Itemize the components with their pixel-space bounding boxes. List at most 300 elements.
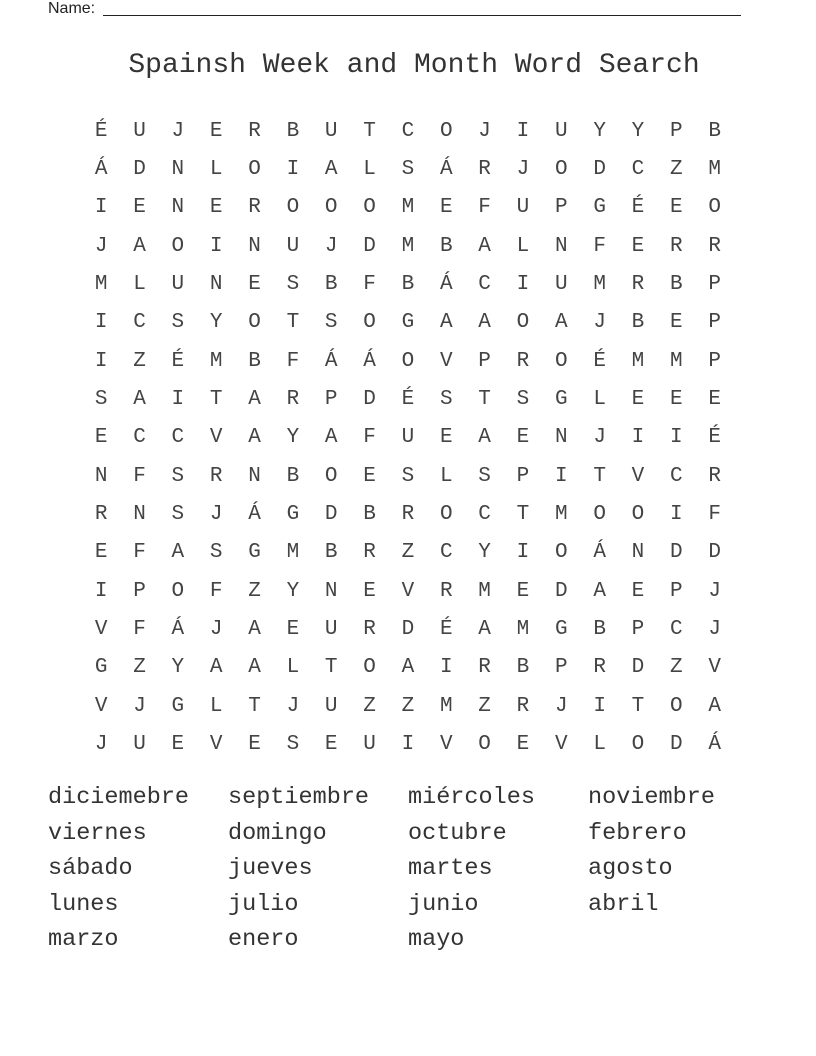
grid-letter: I	[94, 311, 108, 335]
grid-letter: S	[286, 273, 300, 297]
grid-letter: A	[324, 158, 338, 182]
grid-letter: V	[708, 656, 721, 680]
grid-letter: R	[363, 618, 376, 642]
grid-letter: L	[593, 388, 606, 412]
grid-letter: O	[324, 196, 338, 220]
grid-letter: F	[133, 541, 146, 565]
grid-row	[82, 457, 734, 495]
grid-letter: R	[209, 464, 223, 488]
grid-letter: U	[133, 733, 146, 757]
word-list-item: febrero	[588, 819, 687, 847]
grid-letter: D	[324, 503, 338, 527]
grid-letter: O	[401, 349, 415, 373]
grid-letter: B	[286, 464, 300, 488]
grid-letter: U	[516, 196, 530, 220]
word-list-item: septiembre	[228, 784, 370, 811]
grid-letter: B	[516, 656, 530, 680]
grid-letter: U	[363, 733, 376, 757]
grid-letter: O	[324, 464, 338, 488]
grid-letter: S	[439, 388, 453, 412]
grid-letter: T	[324, 656, 338, 680]
grid-letter: Á	[363, 349, 376, 373]
grid-letter: B	[593, 618, 606, 642]
grid-row	[82, 610, 734, 648]
grid-letter: D	[554, 579, 568, 603]
grid-letter: O	[554, 349, 568, 373]
grid-letter: Z	[133, 656, 146, 680]
grid-letter: S	[478, 464, 491, 488]
grid-letter: R	[670, 234, 683, 258]
grid-letter: U	[286, 234, 300, 258]
grid-letter: L	[516, 234, 530, 258]
word-list-item: lunes	[48, 890, 119, 918]
grid-letter: O	[171, 234, 185, 258]
grid-letter: S	[401, 158, 415, 182]
grid-letter: E	[516, 733, 530, 757]
grid-letter: B	[670, 273, 683, 297]
grid-letter: G	[401, 311, 415, 335]
grid-letter: S	[171, 311, 185, 335]
grid-letter: E	[324, 733, 338, 757]
grid-letter: J	[209, 618, 223, 642]
grid-letter: U	[324, 694, 338, 718]
grid-letter: U	[554, 119, 568, 143]
grid-letter: O	[248, 311, 261, 335]
letter-grid	[82, 112, 734, 764]
grid-letter: J	[593, 426, 606, 450]
grid-row	[82, 112, 734, 150]
grid-letter: L	[363, 158, 376, 182]
word-list-item: sábado	[48, 855, 133, 883]
grid-letter: J	[593, 311, 606, 335]
grid-letter: M	[401, 234, 415, 258]
grid-letter: O	[708, 196, 721, 220]
grid-letter: F	[363, 426, 376, 450]
grid-letter: I	[516, 119, 530, 143]
grid-letter: A	[324, 426, 338, 450]
grid-letter: L	[286, 656, 300, 680]
grid-letter: O	[248, 158, 261, 182]
grid-letter: É	[439, 618, 453, 642]
grid-letter: F	[133, 464, 146, 488]
grid-letter: Á	[248, 503, 261, 527]
grid-letter: G	[554, 618, 568, 642]
grid-letter: F	[363, 273, 376, 297]
grid-letter: F	[286, 349, 300, 373]
grid-row	[82, 265, 734, 303]
grid-letter: E	[248, 733, 261, 757]
grid-row	[82, 419, 734, 457]
grid-letter: I	[439, 656, 453, 680]
grid-letter: J	[133, 694, 146, 718]
grid-row	[82, 687, 734, 725]
grid-letter: N	[171, 196, 185, 220]
grid-letter: A	[478, 426, 491, 450]
grid-letter: Á	[439, 158, 453, 182]
grid-letter: N	[631, 541, 645, 565]
grid-letter: B	[324, 541, 338, 565]
grid-letter: S	[209, 541, 223, 565]
grid-letter: F	[708, 503, 721, 527]
grid-letter: É	[94, 119, 108, 143]
grid-letter: A	[593, 579, 606, 603]
grid-letter: J	[516, 158, 530, 182]
grid-letter: R	[516, 694, 530, 718]
grid-letter: A	[248, 388, 261, 412]
grid-letter: Á	[324, 349, 338, 373]
grid-letter: T	[363, 119, 376, 143]
grid-letter: E	[94, 426, 108, 450]
grid-letter: B	[286, 119, 300, 143]
grid-letter: U	[554, 273, 568, 297]
grid-letter: I	[209, 234, 223, 258]
grid-letter: Z	[670, 158, 683, 182]
grid-letter: G	[593, 196, 606, 220]
grid-letter: J	[94, 234, 108, 258]
grid-letter: E	[631, 234, 645, 258]
grid-letter: A	[478, 311, 491, 335]
grid-letter: I	[401, 733, 415, 757]
word-list-item: domingo	[228, 819, 327, 847]
grid-letter: F	[478, 196, 491, 220]
grid-letter: S	[324, 311, 338, 335]
grid-letter: Y	[171, 656, 185, 680]
grid-letter: Á	[593, 541, 606, 565]
grid-letter: D	[670, 541, 683, 565]
grid-letter: A	[248, 426, 261, 450]
grid-letter: É	[401, 388, 415, 412]
grid-letter: Á	[171, 618, 185, 642]
grid-letter: V	[94, 694, 108, 718]
grid-letter: D	[631, 656, 645, 680]
grid-letter: M	[94, 273, 108, 297]
grid-letter: A	[708, 694, 721, 718]
grid-letter: N	[248, 234, 261, 258]
name-underline	[103, 15, 741, 16]
grid-letter: N	[554, 426, 568, 450]
grid-letter: U	[324, 618, 338, 642]
grid-letter: T	[631, 694, 645, 718]
grid-letter: G	[248, 541, 261, 565]
grid-letter: O	[516, 311, 530, 335]
grid-letter: É	[593, 349, 606, 373]
grid-letter: C	[133, 426, 146, 450]
grid-row	[82, 150, 734, 188]
grid-letter: C	[478, 503, 491, 527]
grid-letter: A	[133, 234, 146, 258]
grid-letter: O	[363, 311, 376, 335]
grid-letter: I	[286, 158, 300, 182]
grid-letter: Z	[401, 541, 415, 565]
grid-letter: S	[286, 733, 300, 757]
grid-letter: N	[133, 503, 146, 527]
grid-letter: N	[324, 579, 338, 603]
grid-letter: É	[708, 426, 721, 450]
word-list-item: enero	[228, 926, 299, 954]
grid-letter: O	[439, 503, 453, 527]
grid-letter: A	[248, 656, 261, 680]
grid-letter: Y	[593, 119, 606, 143]
grid-letter: U	[324, 119, 338, 143]
grid-letter: C	[133, 311, 146, 335]
grid-letter: R	[401, 503, 415, 527]
grid-letter: B	[439, 234, 453, 258]
grid-letter: I	[516, 541, 530, 565]
grid-letter: A	[478, 234, 491, 258]
grid-letter: R	[439, 579, 453, 603]
grid-letter: R	[478, 656, 491, 680]
grid-letter: E	[516, 426, 530, 450]
grid-letter: P	[516, 464, 530, 488]
grid-letter: Y	[478, 541, 491, 565]
grid-letter: D	[708, 541, 721, 565]
grid-letter: E	[171, 733, 185, 757]
grid-letter: O	[593, 503, 606, 527]
grid-letter: O	[363, 196, 376, 220]
grid-letter: Á	[94, 158, 108, 182]
grid-letter: M	[670, 349, 683, 373]
grid-letter: O	[478, 733, 491, 757]
grid-letter: L	[439, 464, 453, 488]
grid-letter: E	[631, 388, 645, 412]
grid-row	[82, 534, 734, 572]
grid-letter: R	[248, 119, 261, 143]
grid-letter: M	[478, 579, 491, 603]
grid-letter: E	[631, 579, 645, 603]
grid-letter: U	[133, 119, 146, 143]
grid-letter: T	[248, 694, 261, 718]
word-list	[48, 780, 768, 958]
word-list-item: junio	[408, 890, 479, 918]
grid-letter: R	[708, 464, 721, 488]
grid-letter: I	[171, 388, 185, 412]
word-list-item: miércoles	[408, 784, 535, 811]
grid-letter: Á	[439, 273, 453, 297]
grid-letter: I	[554, 464, 568, 488]
grid-letter: E	[516, 579, 530, 603]
grid-letter: P	[554, 196, 568, 220]
grid-letter: R	[593, 656, 606, 680]
grid-letter: Á	[708, 733, 721, 757]
grid-letter: D	[363, 234, 376, 258]
grid-letter: P	[708, 349, 721, 373]
grid-letter: J	[708, 618, 721, 642]
grid-letter: J	[209, 503, 223, 527]
grid-letter: V	[439, 733, 453, 757]
word-list-item: viernes	[48, 819, 147, 847]
grid-letter: Y	[286, 426, 300, 450]
grid-letter: I	[94, 349, 108, 373]
grid-letter: G	[554, 388, 568, 412]
grid-letter: L	[209, 694, 223, 718]
grid-letter: E	[209, 196, 223, 220]
grid-letter: M	[516, 618, 530, 642]
grid-letter: J	[708, 579, 721, 603]
grid-letter: I	[94, 579, 108, 603]
grid-letter: B	[248, 349, 261, 373]
grid-letter: C	[631, 158, 645, 182]
word-list-item: noviembre	[588, 784, 715, 811]
grid-letter: L	[209, 158, 223, 182]
grid-letter: I	[631, 426, 645, 450]
grid-letter: V	[631, 464, 645, 488]
grid-letter: F	[133, 618, 146, 642]
grid-letter: Y	[286, 579, 300, 603]
grid-letter: M	[554, 503, 568, 527]
grid-letter: V	[401, 579, 415, 603]
grid-letter: S	[94, 388, 108, 412]
grid-letter: S	[401, 464, 415, 488]
grid-row	[82, 726, 734, 764]
word-list-item: mayo	[408, 926, 465, 954]
grid-letter: N	[171, 158, 185, 182]
grid-letter: T	[516, 503, 530, 527]
grid-letter: R	[478, 158, 491, 182]
word-list-item: jueves	[228, 855, 313, 883]
grid-letter: E	[670, 311, 683, 335]
grid-letter: J	[94, 733, 108, 757]
grid-letter: J	[171, 119, 185, 143]
grid-letter: Z	[133, 349, 146, 373]
grid-letter: I	[516, 273, 530, 297]
word-list-item: abril	[588, 890, 659, 918]
grid-letter: N	[248, 464, 261, 488]
grid-letter: E	[363, 579, 376, 603]
grid-letter: É	[631, 196, 645, 220]
grid-letter: V	[94, 618, 108, 642]
grid-letter: D	[401, 618, 415, 642]
grid-letter: C	[401, 119, 415, 143]
grid-letter: A	[248, 618, 261, 642]
grid-letter: N	[209, 273, 223, 297]
grid-letter: O	[670, 694, 683, 718]
grid-letter: P	[670, 119, 683, 143]
grid-letter: S	[516, 388, 530, 412]
grid-letter: U	[171, 273, 185, 297]
grid-letter: G	[286, 503, 300, 527]
grid-letter: T	[593, 464, 606, 488]
grid-letter: O	[554, 158, 568, 182]
grid-letter: M	[401, 196, 415, 220]
grid-letter: E	[670, 388, 683, 412]
grid-letter: P	[631, 618, 645, 642]
grid-letter: R	[516, 349, 530, 373]
grid-row	[82, 495, 734, 533]
grid-letter: V	[209, 426, 223, 450]
grid-row	[82, 380, 734, 418]
word-list-item: diciemebre	[48, 784, 190, 811]
grid-letter: R	[248, 196, 261, 220]
grid-letter: U	[401, 426, 415, 450]
grid-letter: P	[478, 349, 491, 373]
grid-letter: R	[631, 273, 645, 297]
grid-row	[82, 227, 734, 265]
grid-letter: B	[324, 273, 338, 297]
grid-letter: E	[133, 196, 146, 220]
grid-letter: D	[133, 158, 146, 182]
grid-letter: O	[631, 733, 645, 757]
grid-letter: Y	[631, 119, 645, 143]
grid-row	[82, 189, 734, 227]
grid-letter: T	[286, 311, 300, 335]
grid-letter: A	[133, 388, 146, 412]
page-title: Spainsh Week and Month Word Search	[128, 50, 700, 81]
grid-letter: L	[133, 273, 146, 297]
grid-letter: J	[554, 694, 568, 718]
grid-letter: Z	[363, 694, 376, 718]
grid-letter: E	[670, 196, 683, 220]
grid-letter: V	[554, 733, 568, 757]
grid-letter: P	[708, 311, 721, 335]
grid-letter: G	[94, 656, 108, 680]
grid-letter: I	[94, 196, 108, 220]
grid-letter: S	[171, 464, 185, 488]
grid-letter: C	[670, 464, 683, 488]
grid-letter: N	[94, 464, 108, 488]
grid-letter: O	[554, 541, 568, 565]
grid-letter: I	[670, 503, 683, 527]
grid-letter: J	[286, 694, 300, 718]
grid-letter: F	[593, 234, 606, 258]
grid-letter: E	[708, 388, 721, 412]
grid-letter: E	[439, 426, 453, 450]
grid-letter: A	[209, 656, 223, 680]
name-label: Name:	[48, 0, 96, 17]
grid-letter: B	[363, 503, 376, 527]
grid-letter: N	[554, 234, 568, 258]
grid-letter: I	[670, 426, 683, 450]
word-list-item: julio	[228, 890, 299, 918]
grid-row	[82, 572, 734, 610]
grid-letter: T	[209, 388, 223, 412]
word-list-item: octubre	[408, 819, 507, 847]
grid-letter: E	[439, 196, 453, 220]
grid-letter: P	[554, 656, 568, 680]
grid-letter: R	[363, 541, 376, 565]
grid-letter: Z	[248, 579, 261, 603]
grid-letter: F	[209, 579, 223, 603]
grid-row	[82, 342, 734, 380]
grid-letter: A	[554, 311, 568, 335]
grid-letter: M	[631, 349, 645, 373]
grid-letter: A	[401, 656, 415, 680]
grid-letter: D	[363, 388, 376, 412]
grid-letter: G	[171, 694, 185, 718]
grid-letter: O	[631, 503, 645, 527]
grid-letter: O	[286, 196, 300, 220]
grid-letter: E	[286, 618, 300, 642]
grid-letter: B	[401, 273, 415, 297]
word-list-item: marzo	[48, 926, 119, 954]
grid-letter: É	[171, 349, 185, 373]
grid-letter: P	[324, 388, 338, 412]
grid-letter: O	[171, 579, 185, 603]
grid-letter: P	[670, 579, 683, 603]
grid-letter: E	[363, 464, 376, 488]
grid-letter: I	[593, 694, 606, 718]
grid-letter: Z	[478, 694, 491, 718]
grid-letter: B	[708, 119, 721, 143]
grid-letter: C	[171, 426, 185, 450]
grid-letter: M	[209, 349, 223, 373]
grid-letter: P	[133, 579, 146, 603]
grid-letter: B	[631, 311, 645, 335]
grid-letter: O	[439, 119, 453, 143]
grid-letter: E	[209, 119, 223, 143]
grid-letter: A	[478, 618, 491, 642]
grid-letter: D	[593, 158, 606, 182]
grid-letter: D	[670, 733, 683, 757]
